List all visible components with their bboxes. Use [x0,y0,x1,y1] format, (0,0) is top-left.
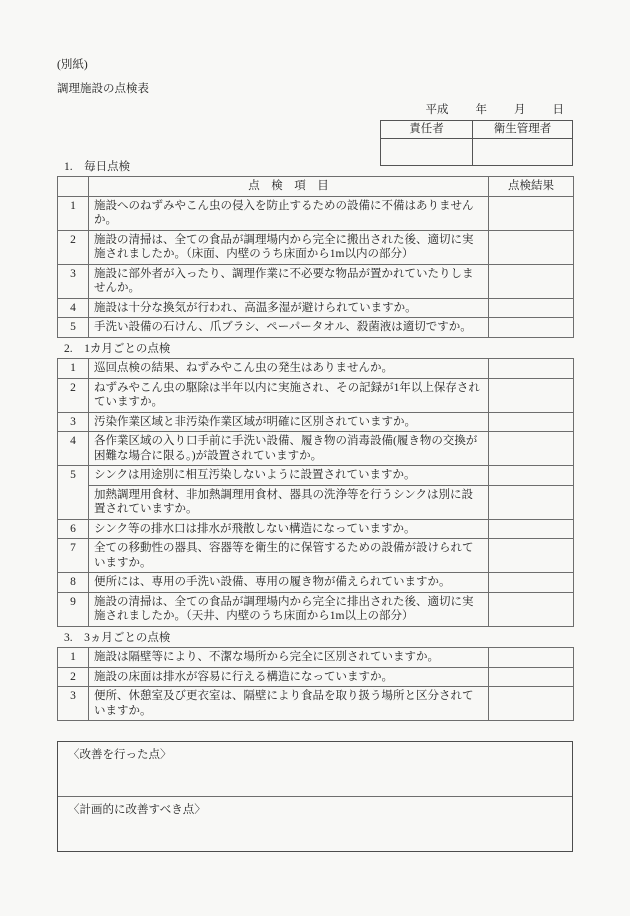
row-item-text: 各作業区域の入り口手前に手洗い設備、履き物の消毒設備(履き物の交換が困難な場合に限る。)が設置されていますか。 [89,432,489,466]
day-label: 日 [552,104,564,116]
row-item-text: 施設に部外者が入ったり、調理作業に不必要な物品が置かれていたりしませんか。 [89,264,489,298]
row-number: 1 [58,196,89,230]
responsible-header-cell: 責任者 [381,121,473,139]
quarterly-checklist-table [57,647,574,721]
row-result-cell [489,519,574,539]
row-result-cell [489,378,574,412]
row-result-cell [489,592,574,626]
table-row [58,196,574,230]
row-number: 2 [58,230,89,264]
section-title-daily: 1. 毎日点検 [64,161,131,173]
row-item-text: 施設の床面は排水が容易に行える構造になっていますか。 [89,667,489,687]
table-row [58,687,574,721]
row-result-cell [489,196,574,230]
signature-table [380,120,573,166]
improvements-made-section [58,742,572,797]
page-title: 調理施設の点検表 [57,83,149,95]
hygiene-manager-header-cell: 衛生管理者 [473,121,573,139]
responsible-value-cell [381,139,473,166]
planned-improvements-section [58,797,572,851]
row-item-text: 便所、休憩室及び更衣室は、隔壁により食品を取り扱う場所と区分されていますか。 [89,687,489,721]
row-result-cell [489,264,574,298]
notes-box [57,741,573,852]
table-subrow [58,485,574,519]
table-row [58,318,574,338]
row-item-text: 便所には、専用の手洗い設備、専用の履き物が備えられていますか。 [89,573,489,593]
row-item-text: 施設へのねずみやこん虫の侵入を防止するための設備に不備はありませんか。 [89,196,489,230]
column-header-item: 点 検 項 目 [89,177,489,197]
row-number: 1 [58,359,89,379]
row-number: 3 [58,687,89,721]
row-result-cell [489,318,574,338]
row-number: 8 [58,573,89,593]
row-item-text: 施設の清掃は、全ての食品が調理場内から完全に搬出された後、適切に実施されましたか。（床面、内壁のうち床面から1m以内の部分） [89,230,489,264]
row-item-text: 巡回点検の結果、ねずみやこん虫の発生はありませんか。 [89,359,489,379]
row-item-text: 施設は十分な換気が行われ、高温多湿が避けられていますか。 [89,298,489,318]
row-result-cell [489,359,574,379]
table-row [58,432,574,466]
row-item-text: 施設の清掃は、全ての食品が調理場内から完全に排出された後、適切に実施されましたか。（天井、内壁のうち床面から1m以上の部分） [89,592,489,626]
table-row [58,359,574,379]
table-row [58,466,574,486]
row-item-text: 手洗い設備の石けん、爪ブラシ、ペーパータオル、殺菌液は適切ですか。 [89,318,489,338]
table-row [58,592,574,626]
row-result-cell [489,298,574,318]
hygiene-manager-value-cell [473,139,573,166]
row-number: 2 [58,667,89,687]
row-result-cell [489,648,574,668]
column-header-result: 点検結果 [489,177,574,197]
date-line [426,103,565,118]
row-item-text: ねずみやこん虫の駆除は半年以内に実施され、その記録が1年以上保存されていますか。 [89,378,489,412]
row-result-cell [489,485,574,519]
row-number: 2 [58,378,89,412]
row-result-cell [489,432,574,466]
row-number: 4 [58,298,89,318]
table-row [58,539,574,573]
table-row [58,298,574,318]
row-number: 9 [58,592,89,626]
row-number: 3 [58,264,89,298]
row-result-cell [489,573,574,593]
table-row [58,378,574,412]
table-row [58,412,574,432]
improvements-made-label: 〈改善を行った点〉 [68,749,172,761]
row-item-text: 加熱調理用食材、非加熱調理用食材、器具の洗浄等を行うシンクは別に設置されていますか。 [89,485,489,519]
row-item-text: シンクは用途別に相互汚染しないように設置されていますか。 [89,466,489,486]
planned-improvements-label: 〈計画的に改善すべき点〉 [68,804,206,816]
table-row [58,573,574,593]
table-row [58,519,574,539]
month-label: 月 [514,104,526,116]
daily-checklist-table [57,176,574,338]
row-result-cell [489,667,574,687]
row-number: 4 [58,432,89,466]
signature-value-row [381,139,573,166]
section-title-quarterly: 3. 3ヵ月ごとの点検 [64,631,171,644]
signature-header-row [381,121,573,139]
table-row [58,667,574,687]
section-title-monthly: 2. 1カ月ごとの点検 [64,342,171,355]
row-item-text: 全ての移動性の器具、容器等を衛生的に保管するための設備が設けられていますか。 [89,539,489,573]
row-number: 1 [58,648,89,668]
row-number: 7 [58,539,89,573]
row-item-text: シンク等の排水口は排水が飛散しない構造になっていますか。 [89,519,489,539]
year-label: 年 [475,104,487,116]
row-result-cell [489,412,574,432]
row-number: 3 [58,412,89,432]
row-result-cell [489,230,574,264]
table-row [58,648,574,668]
row-number: 5 [58,466,89,520]
row-result-cell [489,466,574,486]
row-number: 6 [58,519,89,539]
monthly-checklist-table [57,358,574,627]
row-item-text: 施設は隔壁等により、不潔な場所から完全に区別されていますか。 [89,648,489,668]
attachment-label: (別紙) [57,59,88,71]
table-row [58,264,574,298]
row-item-text: 汚染作業区域と非汚染作業区域が明確に区別されていますか。 [89,412,489,432]
page-content [0,176,630,852]
row-result-cell [489,539,574,573]
table-row [58,230,574,264]
checklist-header-row [58,177,574,197]
header-blank-cell [58,177,89,197]
page-header [0,0,630,176]
row-number: 5 [58,318,89,338]
row-result-cell [489,687,574,721]
era-label: 平成 [425,104,449,116]
